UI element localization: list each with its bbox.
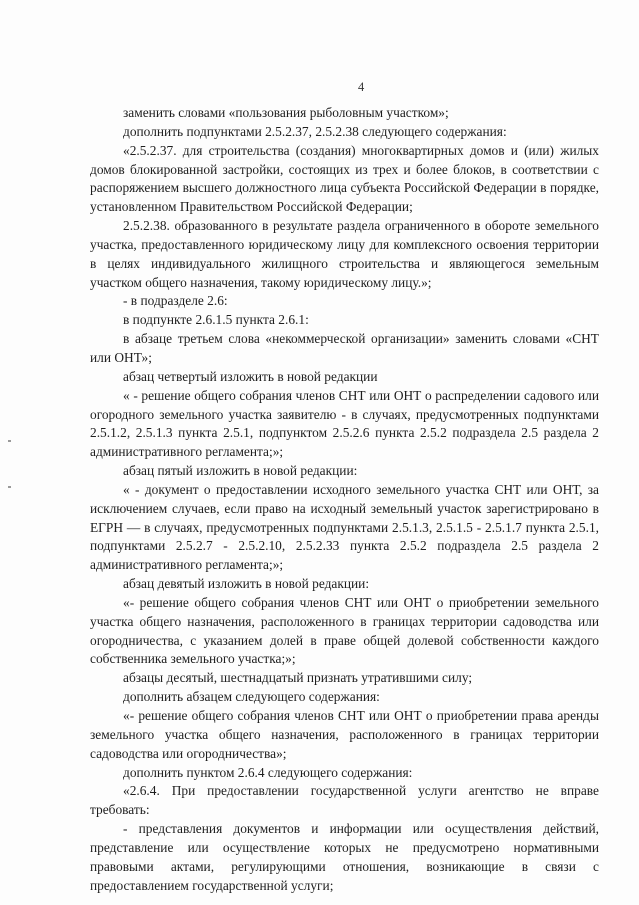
paragraph: дополнить пунктом 2.6.4 следующего содержания: — [123, 764, 413, 780]
page-number: 4 — [358, 80, 365, 94]
paragraph: «- решение общего собрания членов СНТ или ОНТ о приобретении права аренды земельного участка общего назначения, расположенного в границах территории садоводства или огородничества»; — [90, 708, 599, 761]
paragraph: - представления документов и информации или осуществления действий, представление или осуществление которых не предусмотрено нормативными правовыми актами, регулирующими отношения, возникающие в связи с предоставлением государственной услуги; — [90, 821, 599, 893]
paragraph: дополнить подпунктами 2.5.2.37, 2.5.2.38 следующего содержания: — [123, 123, 507, 139]
paragraph: «- решение общего собрания членов СНТ или ОНТ о приобретении земельного участка общего назначения, расположенного в границах территории садоводства или огородничества, с указанием долей в праве общей долевой собственности каждого собственника земельного участка;»; — [90, 594, 599, 667]
scan-speck — [8, 440, 11, 442]
paragraph: абзац четвертый изложить в новой редакции — [123, 368, 378, 384]
paragraph: - в подразделе 2.6: — [123, 293, 228, 309]
paragraph: абзац девятый изложить в новой редакции: — [123, 576, 370, 592]
document-body — [90, 104, 599, 895]
paragraph: 2.5.2.38. образованного в результате раздела ограниченного в обороте земельного участка, предоставленного юридическому лицу для комплексного освоения территории в целях индивидуального жилищного строительства и являющегося земельным участком общего назначения, такому юридическому лицу.»; — [90, 218, 599, 290]
paragraph: дополнить абзацем следующего содержания: — [123, 689, 380, 705]
paragraph: « - документ о предоставлении исходного земельного участка СНТ или ОНТ, за исключением случаев, если право на исходный земельный участок зарегистрировано в ЕГРН — в случаях, предусмотренных подпунктами 2.5.1.3, 2.5.1.5 - 2.5.1.7 пункта 2.5.1, подпунктами 2.5.2.7 - 2.5.2.10, 2.5.2.33 пункта 2.5.2 подраздела 2.5 раздела 2 административного регламента;»; — [90, 481, 599, 573]
paragraph: « - решение общего собрания членов СНТ или ОНТ о распределении садового или огородного земельного участка заявителю - в случаях, предусмотренных подпунктами 2.5.1.2, 2.5.1.3 пункта 2.5.1, подпунктом 2.5.2.6 пункта 2.5.2 подраздела 2.5 раздела 2 административного регламента;»; — [90, 387, 599, 460]
paragraph: «2.6.4. При предоставлении государственной услуги агентство не вправе требовать: — [90, 783, 599, 818]
paragraph: «2.5.2.37. для строительства (создания) многоквартирных домов и (или) жилых домов блокированной застройки, состоящих из трех и более блоков, в соответствии с распоряжением высшего должностного лица субъекта Российской Федерации в порядке, установленном Правительством Российской Федерации; — [90, 142, 599, 215]
paragraph: в абзаце третьем слова «некоммерческой организации» заменить словами «СНТ или ОНТ»; — [90, 331, 599, 365]
paragraph: в подпункте 2.6.1.5 пункта 2.6.1: — [123, 312, 309, 328]
paragraph: заменить словами «пользования рыболовным участком»; — [123, 105, 449, 120]
paragraph: абзацы десятый, шестнадцатый признать утратившими силу; — [123, 670, 473, 686]
scan-speck — [8, 486, 11, 488]
paragraph: абзац пятый изложить в новой редакции: — [123, 463, 358, 479]
